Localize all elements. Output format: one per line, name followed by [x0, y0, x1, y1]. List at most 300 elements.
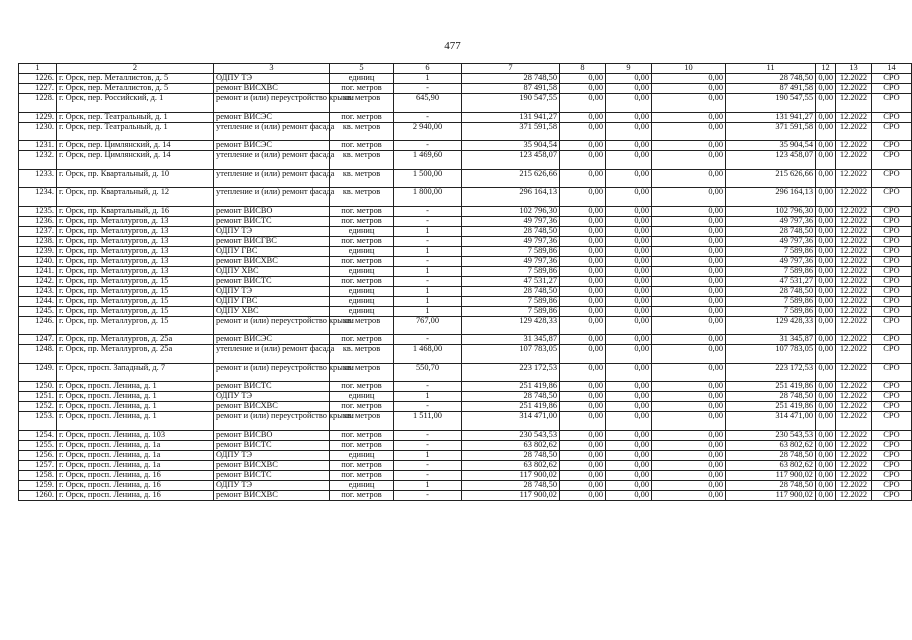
table-row: [19, 226, 912, 236]
unit-cell: кв. метров: [330, 412, 394, 431]
row-number: 1231.: [19, 141, 57, 151]
source-cell: СРО: [872, 490, 912, 500]
row-number: 1229.: [19, 112, 57, 122]
source-cell: СРО: [872, 392, 912, 402]
value-cell: 0,00: [652, 402, 726, 412]
quantity-cell: -: [394, 382, 462, 392]
unit-cell: пог. метров: [330, 382, 394, 392]
table-row: [19, 363, 912, 382]
address-cell: г. Орск, пер. Металлистов, д. 5: [57, 84, 214, 94]
total-cost-cell: 314 471,00: [726, 412, 816, 431]
cost-cell: 7 589,86: [462, 306, 560, 316]
value-cell: 0,00: [560, 306, 606, 316]
value-cell: 0,00: [560, 84, 606, 94]
total-cost-cell: 28 748,50: [726, 392, 816, 402]
table-row: [19, 236, 912, 246]
work-type-cell: ремонт ВИСХВС: [214, 460, 330, 470]
value-cell: 0,00: [606, 286, 652, 296]
table-row: [19, 74, 912, 84]
unit-cell: единиц: [330, 246, 394, 256]
period-cell: 12.2022: [836, 363, 872, 382]
value-cell: 0,00: [816, 392, 836, 402]
row-number: 1230.: [19, 122, 57, 141]
source-cell: СРО: [872, 74, 912, 84]
source-cell: СРО: [872, 246, 912, 256]
source-cell: СРО: [872, 440, 912, 450]
value-cell: 0,00: [606, 84, 652, 94]
source-cell: СРО: [872, 276, 912, 286]
value-cell: 0,00: [652, 382, 726, 392]
cost-cell: 28 748,50: [462, 74, 560, 84]
source-cell: СРО: [872, 188, 912, 207]
column-number-header: 11: [726, 64, 816, 74]
address-cell: г. Орск, пр. Металлургов, д. 13: [57, 226, 214, 236]
value-cell: 0,00: [606, 470, 652, 480]
column-numbers-row: [19, 64, 912, 74]
unit-cell: пог. метров: [330, 112, 394, 122]
work-type-cell: утепление и (или) ремонт фасада: [214, 345, 330, 364]
address-cell: г. Орск, пр. Металлургов, д. 15: [57, 316, 214, 335]
period-cell: 12.2022: [836, 94, 872, 113]
total-cost-cell: 31 345,87: [726, 335, 816, 345]
unit-cell: пог. метров: [330, 470, 394, 480]
value-cell: 0,00: [652, 246, 726, 256]
address-cell: г. Орск, пр. Металлургов, д. 25а: [57, 345, 214, 364]
unit-cell: пог. метров: [330, 490, 394, 500]
value-cell: 0,00: [652, 490, 726, 500]
total-cost-cell: 7 589,86: [726, 296, 816, 306]
total-cost-cell: 230 543,53: [726, 430, 816, 440]
value-cell: 0,00: [560, 216, 606, 226]
cost-cell: 107 783,05: [462, 345, 560, 364]
quantity-cell: -: [394, 430, 462, 440]
work-type-cell: ремонт ВИСЭС: [214, 141, 330, 151]
total-cost-cell: 28 748,50: [726, 480, 816, 490]
value-cell: 0,00: [816, 94, 836, 113]
work-type-cell: ремонт ВИСХВС: [214, 490, 330, 500]
value-cell: 0,00: [606, 74, 652, 84]
source-cell: СРО: [872, 450, 912, 460]
address-cell: г. Орск, пер. Театральный, д. 1: [57, 122, 214, 141]
unit-cell: пог. метров: [330, 141, 394, 151]
value-cell: 0,00: [560, 276, 606, 286]
source-cell: СРО: [872, 402, 912, 412]
period-cell: 12.2022: [836, 169, 872, 188]
source-cell: СРО: [872, 412, 912, 431]
value-cell: 0,00: [606, 430, 652, 440]
row-number: 1238.: [19, 236, 57, 246]
value-cell: 0,00: [652, 112, 726, 122]
cost-cell: 129 428,33: [462, 316, 560, 335]
cost-cell: 117 900,02: [462, 490, 560, 500]
table-row: [19, 256, 912, 266]
work-type-cell: ремонт ВИСЭС: [214, 112, 330, 122]
table-row: [19, 440, 912, 450]
work-type-cell: ОДПУ ТЭ: [214, 226, 330, 236]
address-cell: г. Орск, пр. Металлургов, д. 13: [57, 236, 214, 246]
value-cell: 0,00: [606, 151, 652, 170]
address-cell: г. Орск, просп. Ленина, д. 16: [57, 490, 214, 500]
source-cell: СРО: [872, 84, 912, 94]
total-cost-cell: 49 797,36: [726, 216, 816, 226]
period-cell: 12.2022: [836, 430, 872, 440]
value-cell: 0,00: [816, 122, 836, 141]
row-number: 1234.: [19, 188, 57, 207]
period-cell: 12.2022: [836, 141, 872, 151]
column-number-header: 12: [816, 64, 836, 74]
unit-cell: пог. метров: [330, 440, 394, 450]
quantity-cell: 1: [394, 306, 462, 316]
value-cell: 0,00: [560, 460, 606, 470]
value-cell: 0,00: [816, 206, 836, 216]
total-cost-cell: 63 802,62: [726, 440, 816, 450]
cost-cell: 215 626,66: [462, 169, 560, 188]
table-row: [19, 345, 912, 364]
source-cell: СРО: [872, 316, 912, 335]
total-cost-cell: 107 783,05: [726, 345, 816, 364]
value-cell: 0,00: [606, 450, 652, 460]
value-cell: 0,00: [652, 470, 726, 480]
work-type-cell: утепление и (или) ремонт фасада: [214, 151, 330, 170]
work-type-cell: ОДПУ ХВС: [214, 266, 330, 276]
cost-cell: 223 172,53: [462, 363, 560, 382]
source-cell: СРО: [872, 151, 912, 170]
row-number: 1258.: [19, 470, 57, 480]
value-cell: 0,00: [606, 216, 652, 226]
value-cell: 0,00: [606, 363, 652, 382]
column-number-header: 14: [872, 64, 912, 74]
value-cell: 0,00: [606, 345, 652, 364]
value-cell: 0,00: [816, 112, 836, 122]
column-number-header: 8: [560, 64, 606, 74]
value-cell: 0,00: [560, 402, 606, 412]
row-number: 1248.: [19, 345, 57, 364]
value-cell: 0,00: [652, 335, 726, 345]
value-cell: 0,00: [606, 402, 652, 412]
row-number: 1250.: [19, 382, 57, 392]
quantity-cell: 645,90: [394, 94, 462, 113]
table-row: [19, 169, 912, 188]
address-cell: г. Орск, просп. Ленина, д. 16: [57, 480, 214, 490]
period-cell: 12.2022: [836, 480, 872, 490]
address-cell: г. Орск, пр. Металлургов, д. 15: [57, 286, 214, 296]
work-type-cell: ОДПУ ТЭ: [214, 450, 330, 460]
value-cell: 0,00: [560, 286, 606, 296]
work-type-cell: ОДПУ ТЭ: [214, 286, 330, 296]
value-cell: 0,00: [560, 188, 606, 207]
source-cell: СРО: [872, 296, 912, 306]
source-cell: СРО: [872, 480, 912, 490]
cost-cell: 47 531,27: [462, 276, 560, 286]
quantity-cell: 1: [394, 450, 462, 460]
value-cell: 0,00: [816, 286, 836, 296]
total-cost-cell: 49 797,36: [726, 236, 816, 246]
period-cell: 12.2022: [836, 335, 872, 345]
value-cell: 0,00: [560, 74, 606, 84]
value-cell: 0,00: [560, 169, 606, 188]
row-number: 1241.: [19, 266, 57, 276]
quantity-cell: 1: [394, 480, 462, 490]
value-cell: 0,00: [652, 286, 726, 296]
value-cell: 0,00: [652, 412, 726, 431]
quantity-cell: 1: [394, 392, 462, 402]
value-cell: 0,00: [560, 141, 606, 151]
source-cell: СРО: [872, 216, 912, 226]
period-cell: 12.2022: [836, 206, 872, 216]
unit-cell: единиц: [330, 306, 394, 316]
unit-cell: единиц: [330, 392, 394, 402]
cost-cell: 28 748,50: [462, 450, 560, 460]
cost-cell: 7 589,86: [462, 246, 560, 256]
value-cell: 0,00: [560, 382, 606, 392]
quantity-cell: 1: [394, 74, 462, 84]
quantity-cell: 1 468,00: [394, 345, 462, 364]
value-cell: 0,00: [652, 122, 726, 141]
quantity-cell: -: [394, 256, 462, 266]
quantity-cell: 1: [394, 296, 462, 306]
quantity-cell: -: [394, 402, 462, 412]
cost-cell: 31 345,87: [462, 335, 560, 345]
cost-cell: 28 748,50: [462, 480, 560, 490]
value-cell: 0,00: [560, 430, 606, 440]
unit-cell: единиц: [330, 286, 394, 296]
column-number-header: 13: [836, 64, 872, 74]
work-type-cell: утепление и (или) ремонт фасада: [214, 169, 330, 188]
value-cell: 0,00: [606, 226, 652, 236]
value-cell: 0,00: [652, 363, 726, 382]
value-cell: 0,00: [652, 169, 726, 188]
value-cell: 0,00: [560, 122, 606, 141]
quantity-cell: -: [394, 460, 462, 470]
work-type-cell: ремонт ВИСХВС: [214, 402, 330, 412]
address-cell: г. Орск, пр. Металлургов, д. 13: [57, 256, 214, 266]
work-type-cell: ремонт ВИСТС: [214, 382, 330, 392]
quantity-cell: 1: [394, 286, 462, 296]
source-cell: СРО: [872, 460, 912, 470]
unit-cell: кв. метров: [330, 188, 394, 207]
value-cell: 0,00: [652, 316, 726, 335]
value-cell: 0,00: [560, 236, 606, 246]
value-cell: 0,00: [560, 363, 606, 382]
value-cell: 0,00: [560, 490, 606, 500]
unit-cell: единиц: [330, 226, 394, 236]
total-cost-cell: 117 900,02: [726, 470, 816, 480]
total-cost-cell: 123 458,07: [726, 151, 816, 170]
period-cell: 12.2022: [836, 74, 872, 84]
address-cell: г. Орск, просп. Ленина, д. 1а: [57, 460, 214, 470]
unit-cell: кв. метров: [330, 94, 394, 113]
column-number-header: 6: [394, 64, 462, 74]
cost-cell: 87 491,58: [462, 84, 560, 94]
row-number: 1245.: [19, 306, 57, 316]
address-cell: г. Орск, просп. Ленина, д. 1: [57, 402, 214, 412]
row-number: 1236.: [19, 216, 57, 226]
source-cell: СРО: [872, 236, 912, 246]
row-number: 1237.: [19, 226, 57, 236]
table-row: [19, 286, 912, 296]
unit-cell: пог. метров: [330, 256, 394, 266]
unit-cell: кв. метров: [330, 122, 394, 141]
address-cell: г. Орск, просп. Ленина, д. 1: [57, 412, 214, 431]
column-number-header: 7: [462, 64, 560, 74]
address-cell: г. Орск, пр. Металлургов, д. 15: [57, 276, 214, 286]
address-cell: г. Орск, пр. Металлургов, д. 13: [57, 246, 214, 256]
work-type-cell: ОДПУ ТЭ: [214, 480, 330, 490]
table-row: [19, 206, 912, 216]
table-row: [19, 112, 912, 122]
row-number: 1254.: [19, 430, 57, 440]
value-cell: 0,00: [816, 335, 836, 345]
cost-cell: 123 458,07: [462, 151, 560, 170]
unit-cell: пог. метров: [330, 430, 394, 440]
table-row: [19, 316, 912, 335]
value-cell: 0,00: [560, 335, 606, 345]
value-cell: 0,00: [652, 296, 726, 306]
period-cell: 12.2022: [836, 84, 872, 94]
row-number: 1227.: [19, 84, 57, 94]
value-cell: 0,00: [560, 412, 606, 431]
address-cell: г. Орск, пр. Металлургов, д. 13: [57, 216, 214, 226]
period-cell: 12.2022: [836, 296, 872, 306]
unit-cell: пог. метров: [330, 276, 394, 286]
value-cell: 0,00: [816, 316, 836, 335]
value-cell: 0,00: [652, 345, 726, 364]
total-cost-cell: 190 547,55: [726, 94, 816, 113]
total-cost-cell: 371 591,58: [726, 122, 816, 141]
value-cell: 0,00: [606, 490, 652, 500]
quantity-cell: -: [394, 490, 462, 500]
value-cell: 0,00: [816, 216, 836, 226]
value-cell: 0,00: [652, 430, 726, 440]
row-number: 1259.: [19, 480, 57, 490]
value-cell: 0,00: [606, 335, 652, 345]
total-cost-cell: 102 796,30: [726, 206, 816, 216]
source-cell: СРО: [872, 382, 912, 392]
period-cell: 12.2022: [836, 345, 872, 364]
work-type-cell: ремонт ВИСХВС: [214, 256, 330, 266]
row-number: 1246.: [19, 316, 57, 335]
work-type-cell: ремонт ВИСТС: [214, 216, 330, 226]
total-cost-cell: 87 491,58: [726, 84, 816, 94]
address-cell: г. Орск, просп. Ленина, д. 1а: [57, 450, 214, 460]
quantity-cell: 1 469,60: [394, 151, 462, 170]
cost-cell: 251 419,86: [462, 402, 560, 412]
table-row: [19, 216, 912, 226]
quantity-cell: -: [394, 276, 462, 286]
value-cell: 0,00: [606, 382, 652, 392]
source-cell: СРО: [872, 226, 912, 236]
value-cell: 0,00: [816, 296, 836, 306]
unit-cell: кв. метров: [330, 345, 394, 364]
value-cell: 0,00: [606, 236, 652, 246]
work-type-cell: ремонт ВИСВО: [214, 206, 330, 216]
value-cell: 0,00: [816, 306, 836, 316]
value-cell: 0,00: [652, 460, 726, 470]
source-cell: СРО: [872, 306, 912, 316]
value-cell: 0,00: [816, 84, 836, 94]
value-cell: 0,00: [560, 345, 606, 364]
total-cost-cell: 7 589,86: [726, 306, 816, 316]
period-cell: 12.2022: [836, 266, 872, 276]
unit-cell: единиц: [330, 296, 394, 306]
value-cell: 0,00: [560, 94, 606, 113]
address-cell: г. Орск, пр. Металлургов, д. 13: [57, 266, 214, 276]
total-cost-cell: 129 428,33: [726, 316, 816, 335]
period-cell: 12.2022: [836, 402, 872, 412]
column-number-header: 1: [19, 64, 57, 74]
value-cell: 0,00: [816, 151, 836, 170]
address-cell: г. Орск, просп. Ленина, д. 1а: [57, 440, 214, 450]
value-cell: 0,00: [816, 256, 836, 266]
value-cell: 0,00: [606, 460, 652, 470]
period-cell: 12.2022: [836, 226, 872, 236]
table-row: [19, 296, 912, 306]
total-cost-cell: 35 904,54: [726, 141, 816, 151]
value-cell: 0,00: [816, 226, 836, 236]
table-row: [19, 306, 912, 316]
value-cell: 0,00: [816, 470, 836, 480]
row-number: 1235.: [19, 206, 57, 216]
value-cell: 0,00: [816, 266, 836, 276]
cost-cell: 251 419,86: [462, 382, 560, 392]
work-type-cell: ОДПУ ТЭ: [214, 74, 330, 84]
address-cell: г. Орск, просп. Ленина, д. 16: [57, 470, 214, 480]
work-type-cell: ремонт ВИСТС: [214, 470, 330, 480]
value-cell: 0,00: [652, 206, 726, 216]
table-row: [19, 151, 912, 170]
table-row: [19, 246, 912, 256]
table-row: [19, 450, 912, 460]
source-cell: СРО: [872, 141, 912, 151]
address-cell: г. Орск, просп. Ленина, д. 1: [57, 382, 214, 392]
value-cell: 0,00: [560, 112, 606, 122]
value-cell: 0,00: [652, 216, 726, 226]
table-row: [19, 266, 912, 276]
table-row: [19, 460, 912, 470]
value-cell: 0,00: [560, 392, 606, 402]
address-cell: г. Орск, пер. Театральный, д. 1: [57, 112, 214, 122]
value-cell: 0,00: [652, 256, 726, 266]
value-cell: 0,00: [606, 306, 652, 316]
value-cell: 0,00: [606, 266, 652, 276]
total-cost-cell: 131 941,27: [726, 112, 816, 122]
quantity-cell: 1: [394, 266, 462, 276]
table-row: [19, 94, 912, 113]
cost-cell: 117 900,02: [462, 470, 560, 480]
unit-cell: пог. метров: [330, 216, 394, 226]
period-cell: 12.2022: [836, 286, 872, 296]
total-cost-cell: 223 172,53: [726, 363, 816, 382]
value-cell: 0,00: [652, 276, 726, 286]
row-number: 1226.: [19, 74, 57, 84]
value-cell: 0,00: [606, 122, 652, 141]
cost-cell: 28 748,50: [462, 286, 560, 296]
cost-cell: 28 748,50: [462, 226, 560, 236]
source-cell: СРО: [872, 430, 912, 440]
value-cell: 0,00: [606, 412, 652, 431]
period-cell: 12.2022: [836, 236, 872, 246]
cost-cell: 230 543,53: [462, 430, 560, 440]
value-cell: 0,00: [652, 236, 726, 246]
value-cell: 0,00: [606, 112, 652, 122]
work-type-cell: утепление и (или) ремонт фасада: [214, 188, 330, 207]
page-number: 477: [444, 40, 461, 52]
value-cell: 0,00: [652, 141, 726, 151]
address-cell: г. Орск, просп. Западный, д. 7: [57, 363, 214, 382]
total-cost-cell: 28 748,50: [726, 450, 816, 460]
work-type-cell: ОДПУ ХВС: [214, 306, 330, 316]
quantity-cell: -: [394, 470, 462, 480]
